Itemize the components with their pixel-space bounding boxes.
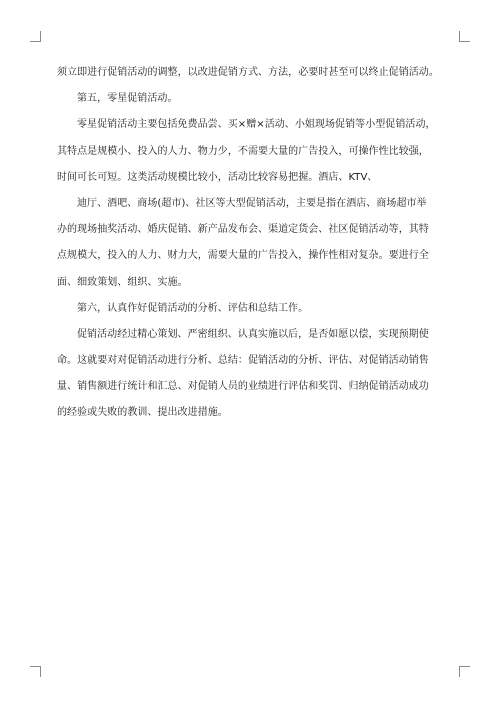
text-line: 时间可长可短。这类活动规模比较小，活动比较容易把握。酒店、KTV、 [57,171,378,183]
crop-mark-top-right [459,31,470,42]
section-heading: 第五，零星促销活动。 [77,93,178,105]
text-line: 办的现场抽奖活动、婚庆促销、新产品发布会、渠道定货会、社区促销活动等，其特 [57,224,429,236]
text-line: 的经验或失败的教训、提出改进措施。 [57,407,228,419]
document-body [57,60,443,427]
text-line: 命。这就要对对促销活动进行分析、总结：促销活动的分析、评估、对促销活动销售 [57,355,429,367]
text-line: 量、销售额进行统计和汇总、对促销人员的业绩进行评估和奖罚、归纳促销活动成功 [57,381,429,393]
text-line: 零星促销活动主要包括免费品尝、买×赠×活动、小姐现场促销等小型促销活动， [77,119,436,131]
text-line: 促销活动经过精心策划、严密组织、认真实施以后，是否如愿以偿，实现预期使 [77,328,429,340]
text-line: 须立即进行促销活动的调整，以改进促销方式、方法，必要时甚至可以终止促销活动。 [57,67,439,78]
crop-mark-bottom-left [30,666,41,677]
text-line: 迪厅、酒吧、商场(超市)、社区等大型促销活动，主要是指在酒店、商场超市举 [77,197,427,209]
text-line: 点规模大，投入的人力、财力大，需要大量的广告投入，操作性相对复杂。要进行全 [57,250,429,262]
text-line: 其特点是规模小、投入的人力、物力少，不需要大量的广告投入，可操作性比较强， [57,145,429,157]
section-heading: 第六，认真作好促销活动的分析、评估和总结工作。 [77,302,309,314]
crop-mark-bottom-right [459,666,470,677]
text-line: 面、细致策划、组织、实施。 [57,276,188,288]
crop-mark-top-left [30,31,41,42]
